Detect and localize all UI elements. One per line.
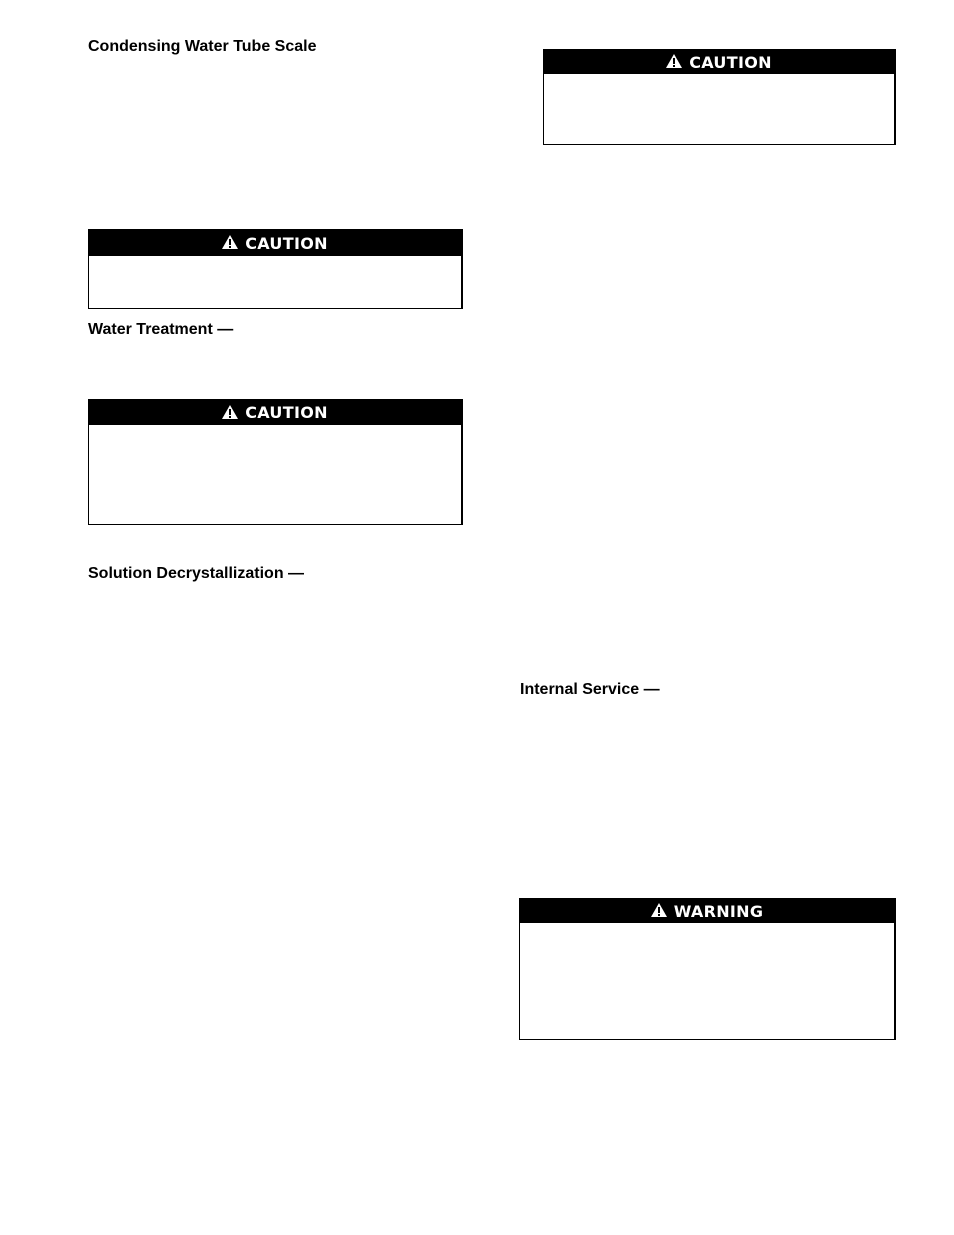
caution-label-3: CAUTION: [245, 403, 328, 422]
warning-bar-1: [520, 899, 894, 923]
heading-internal-service: Internal Service —: [520, 681, 660, 698]
caution-label-1: CAUTION: [689, 52, 772, 72]
heading-condensing-water-tube-scale: Condensing Water Tube Scale: [88, 38, 317, 55]
warning-triangle-icon: [222, 405, 238, 419]
heading-water-treatment: Water Treatment —: [88, 321, 234, 338]
caution-box-2: [88, 229, 463, 309]
heading-solution-decrystallization: Solution Decrystallization —: [88, 565, 305, 582]
caution-bar-3: [89, 400, 461, 425]
warning-triangle-icon: [666, 54, 682, 68]
warning-label-1: WARNING: [673, 901, 764, 921]
caution-bar-2: [89, 230, 461, 256]
warning-box-1: [519, 898, 896, 1040]
warning-triangle-icon: [222, 235, 238, 249]
caution-box-3: [88, 399, 463, 525]
caution-label-2: CAUTION: [245, 233, 328, 253]
caution-bar-1: [544, 50, 894, 74]
warning-triangle-icon: [651, 903, 667, 917]
caution-box-1: [543, 49, 896, 145]
